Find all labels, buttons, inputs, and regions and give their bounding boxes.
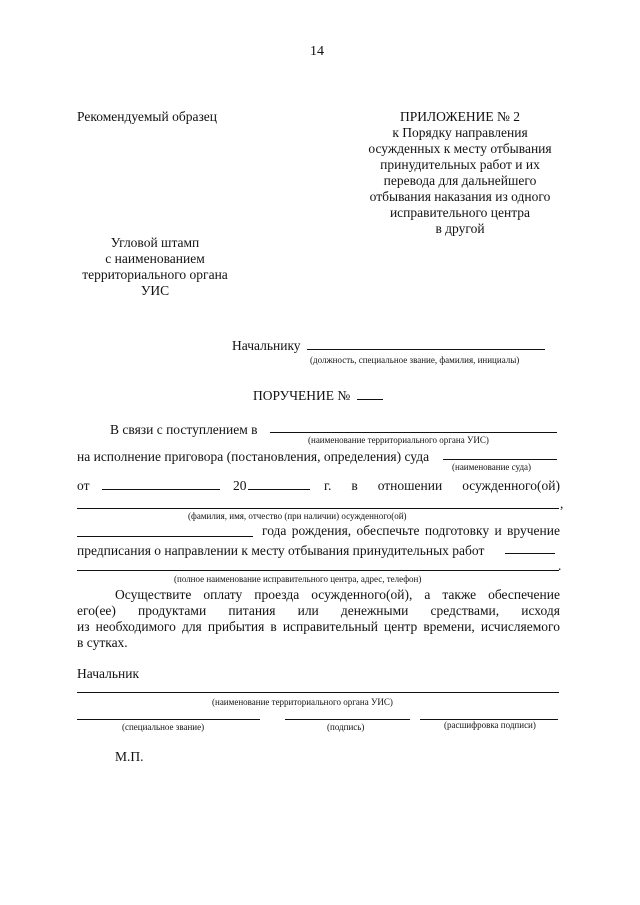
word: прибытия bbox=[207, 619, 265, 634]
addressee-field[interactable] bbox=[307, 349, 545, 350]
appendix-line: осужденных к месту отбывания bbox=[368, 141, 552, 156]
word: осужденного(ой) bbox=[462, 478, 560, 493]
order-number-field[interactable] bbox=[357, 387, 383, 400]
court-hint: (наименование суда) bbox=[452, 462, 532, 472]
word: исходя bbox=[521, 603, 560, 618]
word: обеспечение bbox=[488, 587, 560, 602]
body-line-5: предписания о направлении к месту отбывания принудительных работ bbox=[77, 543, 485, 558]
word: обеспечьте bbox=[356, 523, 420, 538]
appendix-line: перевода для дальнейшего bbox=[383, 173, 537, 188]
body-line-3-words bbox=[324, 478, 560, 494]
paragraph-2-line-3 bbox=[77, 619, 560, 635]
appendix-block bbox=[350, 109, 570, 237]
stamp-place-label: М.П. bbox=[115, 749, 144, 764]
addressee-hint: (должность, специальное звание, фамилия, инициалы) bbox=[310, 355, 520, 365]
paragraph-2-line-4: в сутках. bbox=[77, 635, 128, 650]
word: его(ее) bbox=[77, 603, 116, 618]
comma: , bbox=[560, 496, 564, 511]
paragraph-2-line-1 bbox=[115, 587, 560, 603]
appendix-line: принудительных работ и их bbox=[380, 157, 540, 172]
word: необходимого bbox=[95, 619, 176, 634]
stamp-line: Угловой штамп bbox=[110, 235, 200, 250]
territorial-organ-hint: (наименование территориального органа УИС) bbox=[308, 435, 489, 445]
appendix-line: в другой bbox=[435, 221, 485, 236]
word: денежными bbox=[340, 603, 409, 618]
appendix-line: отбывания наказания из одного bbox=[369, 189, 551, 204]
work-field[interactable] bbox=[505, 553, 555, 554]
convict-name-field[interactable] bbox=[77, 508, 559, 509]
correctional-center-field[interactable] bbox=[77, 570, 559, 571]
org-name-hint: (наименование территориального органа УИС) bbox=[212, 697, 393, 707]
order-title bbox=[253, 387, 383, 404]
rank-field[interactable] bbox=[77, 719, 260, 720]
signature-head: Начальник bbox=[77, 666, 140, 681]
word: отношении bbox=[377, 478, 443, 493]
page-number: 14 bbox=[310, 44, 324, 59]
order-title-text: ПОРУЧЕНИЕ № bbox=[253, 388, 351, 403]
word: осужденного(ой), bbox=[311, 587, 413, 602]
word: центр bbox=[383, 619, 418, 634]
date-field[interactable] bbox=[102, 489, 220, 490]
decode-hint: (расшифровка подписи) bbox=[444, 720, 536, 730]
rank-hint: (специальное звание) bbox=[122, 722, 205, 732]
word: продуктами bbox=[138, 603, 207, 618]
word: в bbox=[270, 619, 277, 634]
convict-name-hint: (фамилия, имя, отчество (при наличии) осужденного(ой) bbox=[188, 511, 407, 521]
word: средствами, bbox=[430, 603, 500, 618]
word: вручение bbox=[507, 523, 560, 538]
word: рождения, bbox=[291, 523, 352, 538]
stamp-line: УИС bbox=[140, 283, 170, 298]
corner-stamp bbox=[70, 235, 240, 299]
word: Осуществите bbox=[115, 587, 192, 602]
stamp-line: территориального органа bbox=[82, 267, 228, 282]
year-field[interactable] bbox=[248, 489, 310, 490]
word: из bbox=[77, 619, 90, 634]
appendix-title: ПРИЛОЖЕНИЕ № 2 bbox=[399, 109, 521, 124]
paragraph-2-line-2 bbox=[77, 603, 560, 619]
word: исправительный bbox=[282, 619, 378, 634]
word: питания bbox=[228, 603, 276, 618]
stamp-line: с наименованием bbox=[105, 251, 205, 266]
recommended-sample-label: Рекомендуемый образец bbox=[77, 109, 218, 124]
appendix-line: исправительного центра bbox=[389, 205, 531, 220]
word: также bbox=[442, 587, 477, 602]
signature-field[interactable] bbox=[285, 719, 410, 720]
word: и bbox=[494, 523, 502, 538]
period: . bbox=[558, 558, 562, 573]
body-line-4-words bbox=[262, 523, 560, 539]
word: г. bbox=[324, 478, 332, 493]
word: в bbox=[351, 478, 358, 493]
year-prefix: 20 bbox=[233, 478, 247, 493]
birth-year-field[interactable] bbox=[77, 536, 253, 537]
word: проезда bbox=[254, 587, 300, 602]
signature-hint: (подпись) bbox=[327, 722, 365, 732]
word: или bbox=[297, 603, 319, 618]
word: года bbox=[262, 523, 287, 538]
word: для bbox=[181, 619, 202, 634]
org-name-field[interactable] bbox=[77, 692, 559, 693]
territorial-organ-field[interactable] bbox=[270, 432, 557, 433]
word: времени, bbox=[423, 619, 475, 634]
word: подготовку bbox=[424, 523, 490, 538]
body-line-1: В связи с поступлением в bbox=[110, 422, 258, 437]
addressee-label: Начальнику bbox=[232, 338, 301, 353]
appendix-line: к Порядку направления bbox=[392, 125, 528, 140]
word: оплату bbox=[203, 587, 243, 602]
from-label: от bbox=[77, 478, 90, 493]
word: исчисляемого bbox=[480, 619, 560, 634]
correctional-center-hint: (полное наименование исправительного центра, адрес, телефон) bbox=[174, 574, 422, 584]
court-field[interactable] bbox=[443, 459, 557, 460]
word: а bbox=[424, 587, 431, 602]
body-line-2: на исполнение приговора (постановления, определения) суда bbox=[77, 449, 430, 464]
